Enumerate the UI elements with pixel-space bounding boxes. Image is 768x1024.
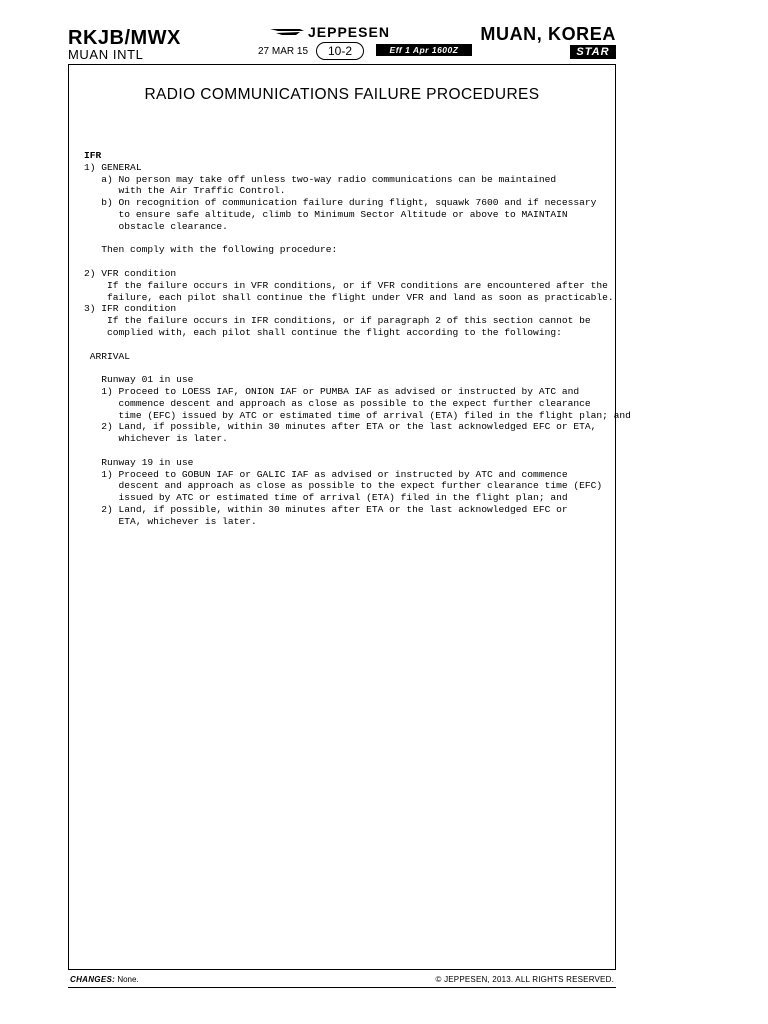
text-line: commence descent and approach as close as possible to the expect further clearance (84, 397, 591, 409)
text-line: whichever is later. (84, 433, 228, 445)
text-line: 1) Proceed to GOBUN IAF or GALIC IAF as advised or instructed by ATC and commence (84, 468, 568, 480)
chart-type-badge: STAR (570, 45, 616, 59)
changes-note (70, 975, 139, 984)
text-line: time (EFC) issued by ATC or estimated time of arrival (ETA) filed in the flight plan; and (84, 409, 631, 421)
airport-name: MUAN INTL (68, 47, 144, 62)
runway-19-heading: Runway 19 in use (84, 456, 194, 468)
arrival-heading: ARRIVAL (84, 350, 131, 362)
effective-date-badge: Eff 1 Apr 1600Z (376, 44, 472, 56)
brand-name: JEPPESEN (308, 24, 390, 40)
airport-ident: RKJB/MWX (68, 27, 181, 49)
text-line: ETA, whichever is later. (84, 515, 257, 527)
footer-bottom-rule (68, 987, 616, 988)
ifr-condition-heading: 3) IFR condition (84, 303, 177, 315)
text-line: If the failure occurs in VFR conditions, or if VFR conditions are encountered after the (84, 279, 608, 291)
chart-page-number: 10-2 (316, 42, 364, 60)
changes-value: None. (117, 975, 139, 984)
chart-date: 27 MAR 15 (258, 46, 309, 57)
airport-location: MUAN, KOREA (480, 24, 616, 44)
text-line: 2) Land, if possible, within 30 minutes after ETA or the last acknowledged EFC or ETA, (84, 421, 597, 433)
footer-top-rule (68, 969, 616, 970)
copyright-notice: © JEPPESEN, 2013. ALL RIGHTS RESERVED. (435, 975, 614, 984)
section-ifr-heading: IFR (84, 150, 102, 161)
text-line: a) No person may take off unless two-way radio communications can be maintained (84, 173, 557, 185)
text-line: with the Air Traffic Control. (84, 185, 286, 197)
text-line: descent and approach as close as possible to the expect further clearance time (EFC) (84, 480, 603, 492)
text-line: issued by ATC or estimated time of arrival (ETA) filed in the flight plan; and (84, 492, 568, 504)
jeppesen-logo (270, 24, 390, 40)
text-line: to ensure safe altitude, climb to Minimum Sector Altitude or above to MAINTAIN (84, 208, 568, 220)
page-title: RADIO COMMUNICATIONS FAILURE PROCEDURES (144, 86, 540, 103)
text-line: 1) Proceed to LOESS IAF, ONION IAF or PUMBA IAF as advised or instructed by ATC and (84, 385, 580, 397)
text-line: 2) Land, if possible, within 30 minutes after ETA or the last acknowledged EFC or (84, 503, 568, 515)
vfr-heading: 2) VFR condition (84, 267, 177, 279)
text-line: Then comply with the following procedure: (84, 244, 338, 256)
text-line: If the failure occurs in IFR conditions, or if paragraph 2 of this section cannot be (84, 315, 591, 327)
changes-label: CHANGES: (70, 975, 116, 984)
text-line: obstacle clearance. (84, 220, 228, 232)
text-line: failure, each pilot shall continue the flight under VFR and land as soon as practicable. (84, 291, 614, 303)
procedure-text (84, 150, 631, 528)
text-line: b) On recognition of communication failure during flight, squawk 7600 and if necessary (84, 197, 597, 209)
text-line: complied with, each pilot shall continue the flight according to the following: (84, 326, 562, 338)
jeppesen-swoosh-icon (270, 26, 304, 38)
general-heading: 1) GENERAL (84, 161, 142, 173)
runway-01-heading: Runway 01 in use (84, 374, 194, 386)
